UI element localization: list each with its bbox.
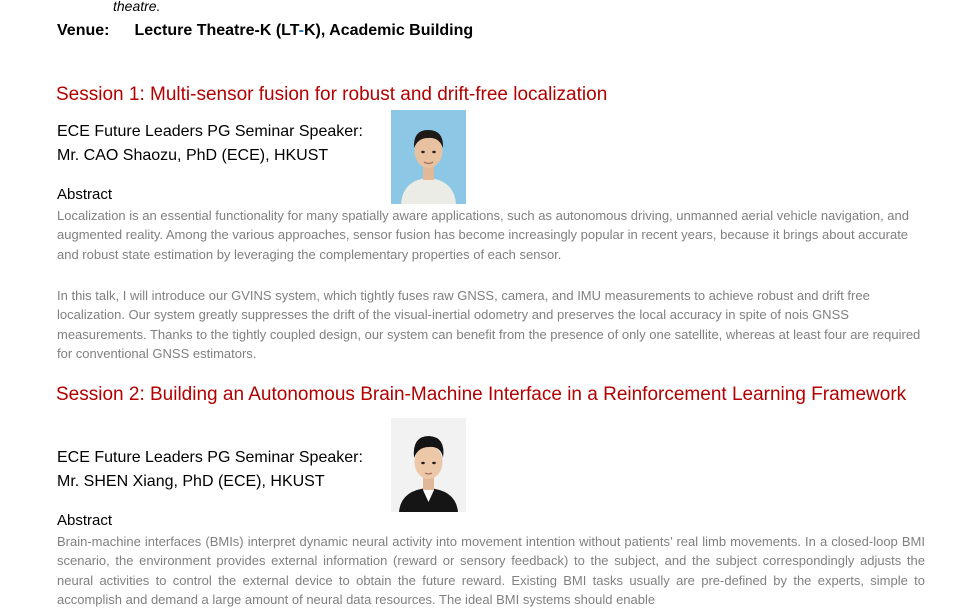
session-1-speaker-name: Mr. CAO Shaozu, PhD (ECE), HKUST — [57, 147, 329, 164]
speaker-portrait-illustration — [391, 418, 466, 512]
session-1-speaker-role: ECE Future Leaders PG Seminar Speaker: — [57, 123, 363, 140]
venue-label: Venue: — [57, 22, 110, 39]
session-1-title: Session 1: Multi-sensor fusion for robust and drift-free localization — [56, 84, 608, 105]
venue-text-part2: K), Academic Building — [303, 22, 474, 39]
session-2-speaker-photo — [391, 418, 466, 512]
speaker-portrait-illustration — [391, 110, 466, 204]
session-1-abstract-paragraph-2: In this talk, I will introduce our GVINS system, which tightly fuses raw GNSS, camera, and IMU measurements to achieve robust and drift free localization. Our system greatly suppresses the drift of the visual-inertial odometry and preserves the local accuracy in spite of nois GNSS measurements. Thanks to the tightly coupled design, our system can benefit from the presence of only one satellite, whereas at least four are required for conventional GNSS estimators. — [57, 288, 921, 361]
previous-line-fragment: theatre. — [113, 0, 161, 14]
session-2-abstract-heading: Abstract — [57, 512, 113, 529]
session-2-speaker-name: Mr. SHEN Xiang, PhD (ECE), HKUST — [57, 473, 325, 490]
session-1-abstract-heading: Abstract — [57, 186, 113, 203]
session-1-speaker-photo — [391, 110, 466, 204]
venue-dash: - — [298, 22, 304, 39]
session-2-abstract-paragraph-1: Brain-machine interfaces (BMIs) interpret dynamic neural activity into movement intention without patients’ real limb movements. In a closed-loop BMI scenario, the environment provides external information (reward or sensory feedback) to the subject, and the subject correspondingly adjusts the neural activities to control the external device to obtain the future reward. Existing BMI tasks usually are pre-defined by the experts, simple to accomplish and demand a large amount of neural data resources. The ideal BMI systems should enable — [57, 534, 925, 607]
session-2-speaker-role: ECE Future Leaders PG Seminar Speaker: — [57, 449, 363, 466]
venue-text-part1: Lecture Theatre-K (LT — [134, 22, 299, 39]
session-1-abstract-paragraph-1: Localization is an essential functionality for many spatially aware applications, such as autonomous driving, unmanned aerial vehicle navigation, and augmented reality. Among the various approaches, sensor fusion has become increasingly popular in recent years, because it brings about accurate and robust state estimation by leveraging the complementary properties of each sensor. — [57, 208, 909, 262]
venue-line — [57, 22, 473, 40]
session-2-title: Session 2: Building an Autonomous Brain-Machine Interface in a Reinforcement Learning Framework — [56, 384, 907, 405]
